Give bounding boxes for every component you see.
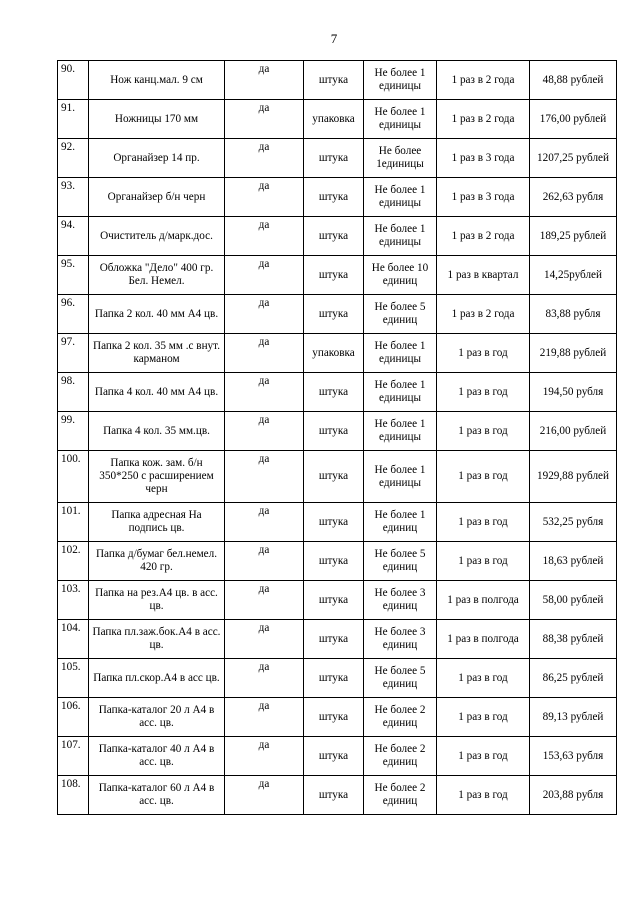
table-row [58, 659, 617, 698]
item-name-cell: Обложка "Дело" 400 гр. Бел. Немел. [89, 256, 225, 295]
item-name-cell: Папка 4 кол. 40 мм А4 цв. [89, 373, 225, 412]
unit-cell: штука [304, 373, 364, 412]
item-name-cell: Папка 2 кол. 40 мм А4 цв. [89, 295, 225, 334]
row-number-cell: 101. [58, 503, 89, 542]
supplies-table [57, 60, 617, 815]
row-number-cell: 96. [58, 295, 89, 334]
required-flag-cell: да [225, 581, 304, 620]
table-row [58, 412, 617, 451]
required-flag-cell: да [225, 737, 304, 776]
replacement-frequency-cell: 1 раз в 3 года [437, 178, 530, 217]
price-cell: 203,88 рубля [530, 776, 617, 815]
required-flag-cell: да [225, 61, 304, 100]
quantity-limit-cell: Не более 1 единицы [364, 451, 437, 503]
price-cell: 216,00 рублей [530, 412, 617, 451]
required-flag-cell: да [225, 698, 304, 737]
table-row [58, 256, 617, 295]
quantity-limit-cell: Не более 2 единиц [364, 776, 437, 815]
replacement-frequency-cell: 1 раз в год [437, 776, 530, 815]
row-number-cell: 105. [58, 659, 89, 698]
table-row [58, 373, 617, 412]
price-cell: 83,88 рубля [530, 295, 617, 334]
unit-cell: штука [304, 178, 364, 217]
item-name-cell: Папка 2 кол. 35 мм .с внут. карманом [89, 334, 225, 373]
price-cell: 58,00 рублей [530, 581, 617, 620]
row-number-cell: 90. [58, 61, 89, 100]
page-number: 7 [330, 31, 338, 46]
table-row [58, 737, 617, 776]
replacement-frequency-cell: 1 раз в год [437, 451, 530, 503]
unit-cell: штука [304, 659, 364, 698]
row-number-cell: 93. [58, 178, 89, 217]
price-cell: 532,25 рубля [530, 503, 617, 542]
item-name-cell: Папка-каталог 20 л А4 в асс. цв. [89, 698, 225, 737]
quantity-limit-cell: Не более 1 единицы [364, 61, 437, 100]
unit-cell: штука [304, 256, 364, 295]
quantity-limit-cell: Не более 1 единицы [364, 100, 437, 139]
quantity-limit-cell: Не более 1 единицы [364, 412, 437, 451]
table-row [58, 139, 617, 178]
required-flag-cell: да [225, 659, 304, 698]
table-row [58, 776, 617, 815]
price-cell: 86,25 рублей [530, 659, 617, 698]
table-row [58, 61, 617, 100]
required-flag-cell: да [225, 412, 304, 451]
quantity-limit-cell: Не более 5 единиц [364, 295, 437, 334]
price-cell: 194,50 рубля [530, 373, 617, 412]
required-flag-cell: да [225, 451, 304, 503]
unit-cell: штука [304, 737, 364, 776]
row-number-cell: 100. [58, 451, 89, 503]
unit-cell: штука [304, 412, 364, 451]
price-cell: 1929,88 рублей [530, 451, 617, 503]
replacement-frequency-cell: 1 раз в год [437, 373, 530, 412]
price-cell: 153,63 рубля [530, 737, 617, 776]
item-name-cell: Папка пл.заж.бок.А4 в асс. цв. [89, 620, 225, 659]
unit-cell: штука [304, 620, 364, 659]
required-flag-cell: да [225, 295, 304, 334]
row-number-cell: 91. [58, 100, 89, 139]
required-flag-cell: да [225, 542, 304, 581]
unit-cell: штука [304, 581, 364, 620]
row-number-cell: 98. [58, 373, 89, 412]
table-row [58, 581, 617, 620]
price-cell: 262,63 рубля [530, 178, 617, 217]
row-number-cell: 94. [58, 217, 89, 256]
item-name-cell: Папка 4 кол. 35 мм.цв. [89, 412, 225, 451]
required-flag-cell: да [225, 100, 304, 139]
row-number-cell: 92. [58, 139, 89, 178]
price-cell: 219,88 рублей [530, 334, 617, 373]
item-name-cell: Органайзер б/н черн [89, 178, 225, 217]
item-name-cell: Папка адресная На подпись цв. [89, 503, 225, 542]
replacement-frequency-cell: 1 раз в квартал [437, 256, 530, 295]
replacement-frequency-cell: 1 раз в год [437, 737, 530, 776]
replacement-frequency-cell: 1 раз в 2 года [437, 217, 530, 256]
table-body [58, 61, 617, 815]
item-name-cell: Папка-каталог 60 л А4 в асс. цв. [89, 776, 225, 815]
quantity-limit-cell: Не более 2 единиц [364, 698, 437, 737]
table-row [58, 620, 617, 659]
quantity-limit-cell: Не более 3 единиц [364, 581, 437, 620]
required-flag-cell: да [225, 373, 304, 412]
row-number-cell: 103. [58, 581, 89, 620]
table-row [58, 100, 617, 139]
table-row [58, 542, 617, 581]
item-name-cell: Нож канц.мал. 9 см [89, 61, 225, 100]
unit-cell: штука [304, 776, 364, 815]
replacement-frequency-cell: 1 раз в полгода [437, 620, 530, 659]
row-number-cell: 108. [58, 776, 89, 815]
replacement-frequency-cell: 1 раз в год [437, 334, 530, 373]
row-number-cell: 106. [58, 698, 89, 737]
price-cell: 189,25 рублей [530, 217, 617, 256]
item-name-cell: Органайзер 14 пр. [89, 139, 225, 178]
replacement-frequency-cell: 1 раз в год [437, 412, 530, 451]
table-row [58, 698, 617, 737]
replacement-frequency-cell: 1 раз в год [437, 542, 530, 581]
replacement-frequency-cell: 1 раз в год [437, 503, 530, 542]
quantity-limit-cell: Не более 10 единиц [364, 256, 437, 295]
item-name-cell: Папка д/бумаг бел.немел. 420 гр. [89, 542, 225, 581]
row-number-cell: 102. [58, 542, 89, 581]
table-row [58, 451, 617, 503]
replacement-frequency-cell: 1 раз в год [437, 659, 530, 698]
unit-cell: штука [304, 503, 364, 542]
unit-cell: штука [304, 139, 364, 178]
row-number-cell: 99. [58, 412, 89, 451]
quantity-limit-cell: Не более 1 единицы [364, 334, 437, 373]
quantity-limit-cell: Не более 5 единиц [364, 542, 437, 581]
unit-cell: штука [304, 698, 364, 737]
price-cell: 18,63 рублей [530, 542, 617, 581]
quantity-limit-cell: Не более 1 единиц [364, 503, 437, 542]
replacement-frequency-cell: 1 раз в год [437, 698, 530, 737]
table-row [58, 295, 617, 334]
unit-cell: упаковка [304, 334, 364, 373]
unit-cell: штука [304, 61, 364, 100]
item-name-cell: Папка кож. зам. б/н 350*250 с расширением черн [89, 451, 225, 503]
replacement-frequency-cell: 1 раз в полгода [437, 581, 530, 620]
required-flag-cell: да [225, 178, 304, 217]
price-cell: 1207,25 рублей [530, 139, 617, 178]
unit-cell: штука [304, 217, 364, 256]
quantity-limit-cell: Не более 1 единицы [364, 178, 437, 217]
price-cell: 88,38 рублей [530, 620, 617, 659]
price-cell: 14,25рублей [530, 256, 617, 295]
item-name-cell: Папка-каталог 40 л А4 в асс. цв. [89, 737, 225, 776]
unit-cell: штука [304, 295, 364, 334]
table-row [58, 217, 617, 256]
required-flag-cell: да [225, 334, 304, 373]
quantity-limit-cell: Не более 1 единицы [364, 373, 437, 412]
item-name-cell: Ножницы 170 мм [89, 100, 225, 139]
quantity-limit-cell: Не более 3 единиц [364, 620, 437, 659]
replacement-frequency-cell: 1 раз в 3 года [437, 139, 530, 178]
required-flag-cell: да [225, 256, 304, 295]
replacement-frequency-cell: 1 раз в 2 года [437, 61, 530, 100]
table-row [58, 503, 617, 542]
replacement-frequency-cell: 1 раз в 2 года [437, 295, 530, 334]
price-cell: 176,00 рублей [530, 100, 617, 139]
item-name-cell: Очиститель д/марк.дос. [89, 217, 225, 256]
row-number-cell: 95. [58, 256, 89, 295]
replacement-frequency-cell: 1 раз в 2 года [437, 100, 530, 139]
required-flag-cell: да [225, 503, 304, 542]
required-flag-cell: да [225, 139, 304, 178]
required-flag-cell: да [225, 620, 304, 659]
quantity-limit-cell: Не более 1 единицы [364, 217, 437, 256]
price-cell: 89,13 рублей [530, 698, 617, 737]
row-number-cell: 97. [58, 334, 89, 373]
row-number-cell: 104. [58, 620, 89, 659]
item-name-cell: Папка пл.скор.А4 в асс цв. [89, 659, 225, 698]
table-row [58, 178, 617, 217]
row-number-cell: 107. [58, 737, 89, 776]
unit-cell: упаковка [304, 100, 364, 139]
item-name-cell: Папка на рез.А4 цв. в асс. цв. [89, 581, 225, 620]
quantity-limit-cell: Не более 5 единиц [364, 659, 437, 698]
unit-cell: штука [304, 451, 364, 503]
required-flag-cell: да [225, 217, 304, 256]
price-cell: 48,88 рублей [530, 61, 617, 100]
quantity-limit-cell: Не более 2 единиц [364, 737, 437, 776]
required-flag-cell: да [225, 776, 304, 815]
unit-cell: штука [304, 542, 364, 581]
table-row [58, 334, 617, 373]
quantity-limit-cell: Не более 1единицы [364, 139, 437, 178]
